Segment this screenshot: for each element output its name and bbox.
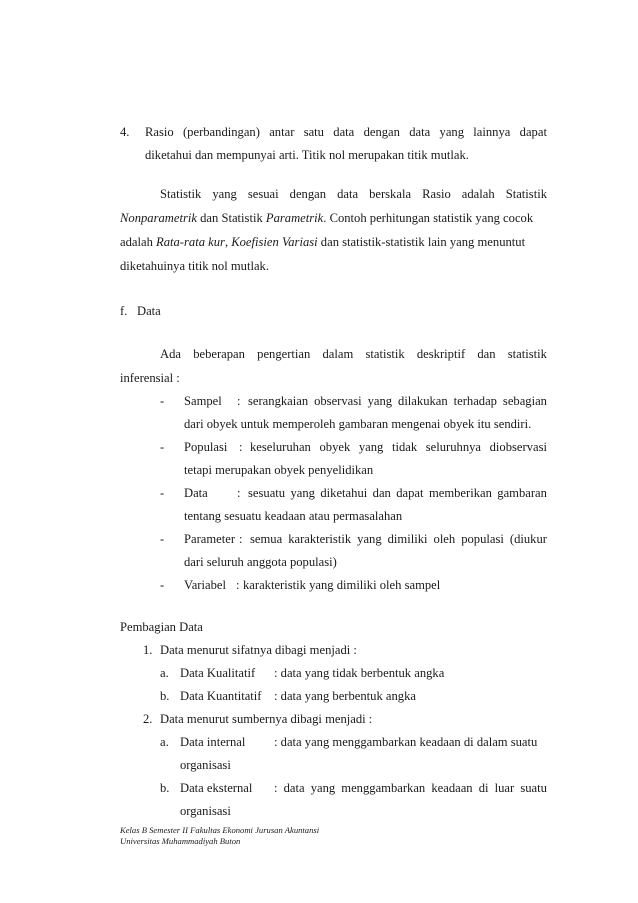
word: serangkaian xyxy=(248,394,309,408)
def-variabel-term: Variabel xyxy=(184,578,226,592)
def-parameter-dash: - xyxy=(160,532,165,546)
word: populasi xyxy=(461,532,504,546)
word: dengan xyxy=(363,125,400,139)
word: yang xyxy=(212,187,237,201)
pembagian-item1-sub-a-term: Data Kualitatif xyxy=(180,666,256,680)
word: obyek xyxy=(319,440,351,454)
word: memberikan xyxy=(428,486,492,500)
word: yang xyxy=(310,781,336,795)
def-variabel-sep: : xyxy=(236,578,240,592)
pembagian-item1-text: Data menurut sifatnya dibagi menjadi : xyxy=(160,643,357,657)
def-data-term: Data xyxy=(184,486,208,500)
word: data xyxy=(283,781,305,795)
pembagian-item2-sub-a-term: Data internal xyxy=(180,735,246,749)
para2-line1 xyxy=(160,346,547,362)
word: keseluruhan xyxy=(250,440,311,454)
term-nonparametrik: Nonparametrik xyxy=(120,211,197,225)
pembagian-item1-number: 1. xyxy=(143,643,153,657)
word: beberapan xyxy=(193,347,245,361)
def-parameter-line1 xyxy=(250,531,547,547)
pembagian-item2-sub-a-desc: : data yang menggambarkan keadaan di dalam suatu xyxy=(274,735,538,749)
word: lainnya xyxy=(473,125,511,139)
def-populasi-dash: - xyxy=(160,440,165,454)
word: data xyxy=(333,125,355,139)
def-populasi-term: Populasi xyxy=(184,440,228,454)
pembagian-item1-sub-a-desc: : data yang tidak berbentuk angka xyxy=(274,666,445,680)
para1-line4: diketahuinya titik nol mutlak. xyxy=(120,259,270,273)
pembagian-item2-number: 2. xyxy=(143,712,153,726)
def-data-dash: - xyxy=(160,486,165,500)
footer-line1: Kelas B Semester II Fakultas Ekonomi Jurusan Akuntansi xyxy=(120,825,320,835)
word: (diukur xyxy=(509,532,547,546)
word: di xyxy=(478,781,489,795)
def-parameter-sep: : xyxy=(239,532,243,546)
pembagian-item1-sub-b-term: Data Kuantitatif xyxy=(180,689,262,703)
def-sampel-term: Sampel xyxy=(184,394,222,408)
word: seluruhnya xyxy=(425,440,482,454)
word: Statistik xyxy=(505,187,547,201)
word: sebagian xyxy=(502,394,547,408)
word: berskala xyxy=(369,187,412,201)
def-sampel-dash: - xyxy=(160,394,165,408)
word: observasi xyxy=(314,394,362,408)
section-f-label: f. xyxy=(120,304,128,318)
def-populasi-sep: : xyxy=(239,440,243,454)
term-koefisien-variasi: Koefisien Variasi xyxy=(231,235,318,249)
word: adalah xyxy=(461,187,495,201)
def-variabel-dash: - xyxy=(160,578,165,592)
pembagian-item2-sub-b-desc xyxy=(274,780,547,796)
word: semua xyxy=(250,532,283,546)
pembagian-item2-sub-a-letter: a. xyxy=(160,735,169,749)
pembagian-item2-sub-b-term: Data eksternal xyxy=(180,781,253,795)
word: karakteristik xyxy=(288,532,352,546)
para1-line1 xyxy=(160,186,547,202)
def-sampel-line2: dari obyek untuk memperoleh gambaran mengenai obyek itu sendiri. xyxy=(184,417,532,431)
word: dan xyxy=(372,486,391,500)
word: Ada xyxy=(160,347,181,361)
def-parameter-line2: dari seluruh anggota populasi) xyxy=(184,555,337,569)
word: diketahui xyxy=(320,486,368,500)
pembagian-item2-text: Data menurut sumbernya dibagi menjadi : xyxy=(160,712,373,726)
para2-line2: inferensial : xyxy=(120,371,180,385)
word: statistik xyxy=(365,347,405,361)
word: oleh xyxy=(433,532,456,546)
word: dapat xyxy=(396,486,424,500)
word: Rasio xyxy=(422,187,451,201)
word: antar xyxy=(269,125,295,139)
def-populasi-line1 xyxy=(250,439,547,455)
word: (perbandingan) xyxy=(182,125,260,139)
item4-number: 4. xyxy=(120,125,130,139)
footer-line2: Universitas Muhammadiyah Buton xyxy=(120,836,241,846)
pembagian-item1-sub-b-desc: : data yang berbentuk angka xyxy=(274,689,416,703)
def-sampel-line1 xyxy=(248,393,547,409)
word: yang xyxy=(358,440,384,454)
word: : xyxy=(274,781,278,795)
word: dimiliki xyxy=(387,532,428,546)
term-parametrik: Parametrik xyxy=(265,211,324,225)
word: yang xyxy=(357,532,382,546)
word: Statistik xyxy=(160,187,202,201)
word: pengertian xyxy=(257,347,311,361)
word: sesuai xyxy=(247,187,279,201)
para1-line2: Nonparametrik dan Statistik Parametrik. Contoh perhitungan statistik yang cocok xyxy=(120,211,534,225)
word: gambaran xyxy=(497,486,547,500)
word: dalam xyxy=(322,347,354,361)
word: yang xyxy=(439,125,464,139)
word: Rasio xyxy=(145,125,174,139)
word: yang xyxy=(367,394,393,408)
pembagian-item2-sub-a-cont: organisasi xyxy=(180,758,231,772)
pembagian-title: Pembagian Data xyxy=(120,620,203,634)
pembagian-item1-sub-a-letter: a. xyxy=(160,666,169,680)
word: data xyxy=(337,187,359,201)
def-sampel-sep: : xyxy=(237,394,241,408)
item4-line2: diketahui dan mempunyai arti. Titik nol merupakan titik mutlak. xyxy=(145,148,469,162)
word: dapat xyxy=(519,125,547,139)
word: terhadap xyxy=(453,394,497,408)
word: satu xyxy=(303,125,324,139)
def-populasi-line2: tetapi merupakan obyek penyelidikan xyxy=(184,463,374,477)
term-rata-rata-kur: Rata-rata kur xyxy=(156,235,225,249)
word: yang xyxy=(290,486,315,500)
pembagian-item2-sub-b-letter: b. xyxy=(160,781,170,795)
item4-line1 xyxy=(145,124,547,140)
word: menggambarkan xyxy=(341,781,426,795)
word: dan xyxy=(477,347,496,361)
word: deskriptif xyxy=(416,347,466,361)
section-f-title: Data xyxy=(137,304,161,318)
word: statistik xyxy=(507,347,547,361)
word: sesuatu xyxy=(248,486,286,500)
word: luar xyxy=(494,781,515,795)
def-data-line1 xyxy=(248,485,547,501)
def-parameter-term: Parameter xyxy=(184,532,236,546)
word: dilakukan xyxy=(398,394,448,408)
word: dengan xyxy=(289,187,327,201)
pembagian-item2-sub-b-cont: organisasi xyxy=(180,804,231,818)
def-variabel-text: karakteristik yang dimiliki oleh sampel xyxy=(243,578,441,592)
para1-line3: adalah Rata-rata kur, Koefisien Variasi dan statistik-statistik lain yang menuntut xyxy=(120,235,526,249)
def-data-line2: tentang sesuatu keadaan atau permasalahan xyxy=(184,509,403,523)
pembagian-item1-sub-b-letter: b. xyxy=(160,689,170,703)
word: tidak xyxy=(391,440,418,454)
def-data-sep: : xyxy=(237,486,241,500)
word: data xyxy=(409,125,431,139)
word: keadaan xyxy=(431,781,473,795)
word: suatu xyxy=(520,781,547,795)
word: diobservasi xyxy=(489,440,547,454)
